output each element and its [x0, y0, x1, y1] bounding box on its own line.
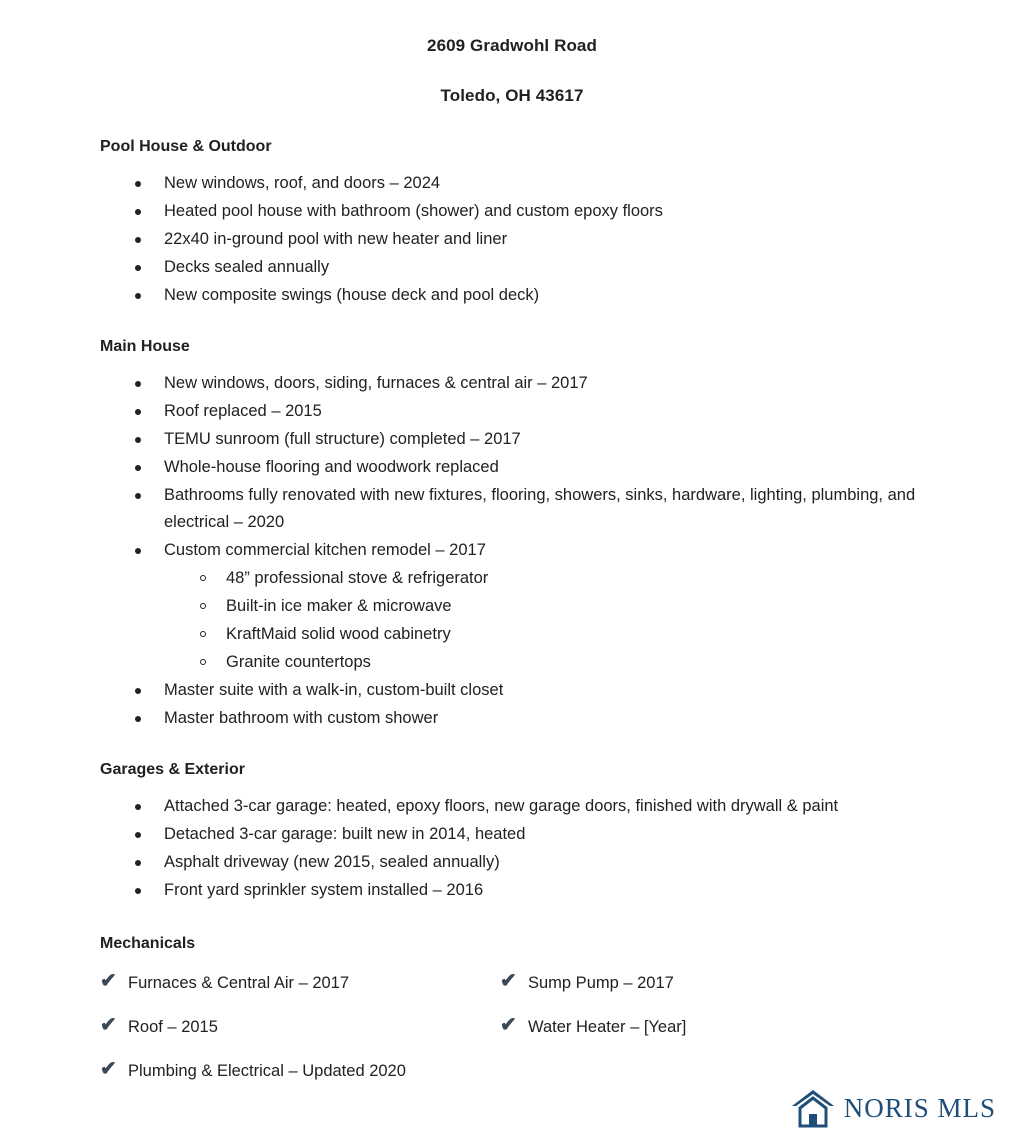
sub-list-item — [164, 621, 924, 648]
section-heading: Mechanicals — [100, 935, 196, 952]
page-subtitle: Toledo, OH 43617 — [440, 86, 584, 105]
list-item-text: New composite swings (house deck and pool deck) — [164, 286, 540, 304]
section-pool-house-outdoor — [100, 106, 924, 309]
list-item — [100, 482, 924, 536]
list-item — [100, 426, 924, 453]
bullet-list — [100, 356, 924, 732]
list-item-text: 22x40 in-ground pool with new heater and liner — [164, 230, 508, 248]
check-icon: ✔ — [100, 1058, 117, 1080]
list-item-text: Front yard sprinkler system installed – 2016 — [164, 881, 484, 899]
list-item-text: Custom commercial kitchen remodel – 2017 — [164, 541, 486, 559]
check-icon: ✔ — [100, 1014, 117, 1036]
noris-mls-logo — [790, 1086, 996, 1130]
list-item-text: Roof replaced – 2015 — [164, 402, 322, 420]
list-item-text: Master suite with a walk-in, custom-built closet — [164, 681, 504, 699]
mechanical-item — [500, 1015, 924, 1039]
mechanical-item — [100, 1015, 500, 1039]
mechanical-item-label: Plumbing & Electrical – Updated 2020 — [128, 1062, 406, 1080]
check-icon: ✔ — [500, 970, 517, 992]
list-item — [100, 454, 924, 481]
list-item-text: Whole-house flooring and woodwork replaced — [164, 458, 499, 476]
bullet-list — [100, 779, 924, 904]
mechanical-item — [100, 971, 500, 995]
sub-list-item — [164, 565, 924, 592]
section-mechanicals — [100, 905, 924, 1083]
list-item-text: Asphalt driveway (new 2015, sealed annually) — [164, 853, 500, 871]
list-item — [100, 705, 924, 732]
mechanical-item-label: Sump Pump – 2017 — [528, 974, 674, 992]
sub-list-item-text: KraftMaid solid wood cabinetry — [226, 625, 451, 643]
mechanical-item-label: Roof – 2015 — [128, 1018, 218, 1036]
list-item — [100, 370, 924, 397]
section-main-house — [100, 310, 924, 732]
list-item-text: New windows, roof, and doors – 2024 — [164, 174, 441, 192]
check-icon: ✔ — [500, 1014, 517, 1036]
list-item — [100, 821, 924, 848]
list-item-text: Bathrooms fully renovated with new fixtures, flooring, showers, sinks, hardware, lighting, plumbing, and electrical – 2020 — [164, 486, 916, 531]
list-item — [100, 849, 924, 876]
list-item-text: TEMU sunroom (full structure) completed – 2017 — [164, 430, 521, 448]
list-item — [100, 793, 924, 820]
list-item — [100, 677, 924, 704]
list-item-text: New windows, doors, siding, furnaces & central air – 2017 — [164, 374, 588, 392]
section-heading: Pool House & Outdoor — [100, 138, 272, 155]
list-item — [100, 254, 924, 281]
mechanicals-grid — [100, 953, 924, 1083]
sub-list-item-text: Granite countertops — [226, 653, 371, 671]
sub-list-item-text: Built-in ice maker & microwave — [226, 597, 452, 615]
section-heading: Main House — [100, 338, 190, 355]
bullet-list — [100, 156, 924, 309]
section-heading: Garages & Exterior — [100, 761, 245, 778]
list-item-text: Attached 3-car garage: heated, epoxy floors, new garage doors, finished with drywall & paint — [164, 797, 839, 815]
page-title: 2609 Gradwohl Road — [427, 36, 597, 55]
mechanical-item — [500, 971, 924, 995]
list-item — [100, 877, 924, 904]
logo-text: NORIS MLS — [843, 1092, 996, 1123]
mechanical-item-label: Furnaces & Central Air – 2017 — [128, 974, 350, 992]
house-icon — [790, 1086, 836, 1130]
list-item — [100, 170, 924, 197]
section-garages-exterior — [100, 733, 924, 904]
check-icon: ✔ — [100, 970, 117, 992]
list-item — [100, 226, 924, 253]
list-item — [100, 537, 924, 676]
list-item — [100, 198, 924, 225]
list-item-text: Master bathroom with custom shower — [164, 709, 439, 727]
sub-list-item — [164, 593, 924, 620]
mechanical-item — [100, 1059, 500, 1083]
mechanical-item-label: Water Heater – [Year] — [528, 1018, 687, 1036]
list-item-text: Detached 3-car garage: built new in 2014, heated — [164, 825, 526, 843]
sub-list-item-text: 48” professional stove & refrigerator — [226, 569, 489, 587]
list-item — [100, 398, 924, 425]
list-item — [100, 282, 924, 309]
list-item-text: Decks sealed annually — [164, 258, 330, 276]
list-item-text: Heated pool house with bathroom (shower) and custom epoxy floors — [164, 202, 663, 220]
sub-bullet-list — [164, 564, 924, 676]
sub-list-item — [164, 649, 924, 676]
